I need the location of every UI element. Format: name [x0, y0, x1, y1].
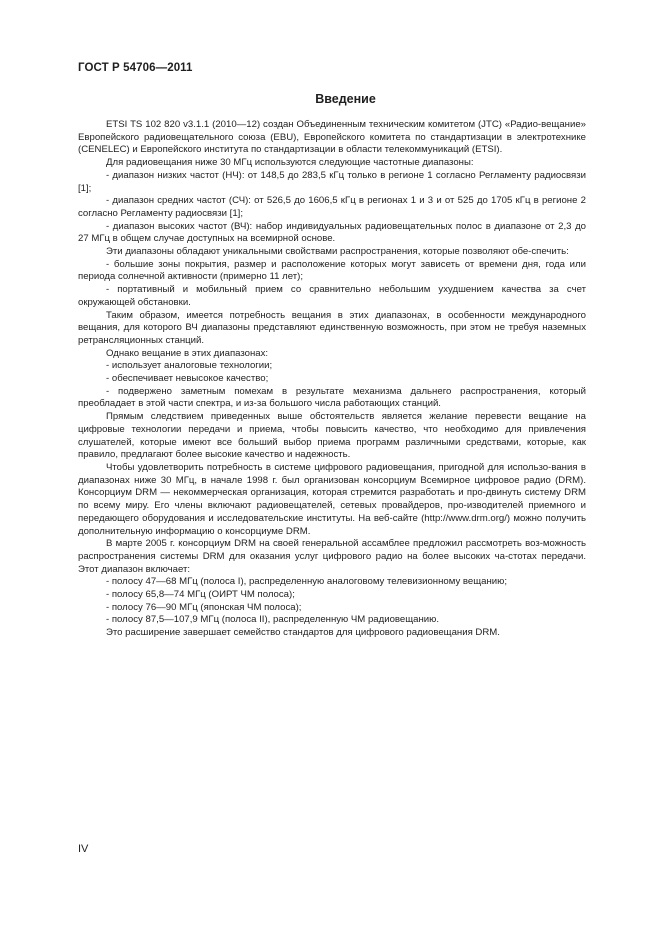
- list-item: - полосу 76—90 МГц (японская ЧМ полоса);: [106, 601, 302, 613]
- paragraph: Таким образом, имеется потребность вещания в этих диапазонах, в особенности международного вещания, для которого ВЧ диапазоны представляют единственную возможность, при этом не требуя наземных ретрансляционных станций.: [78, 309, 586, 346]
- page-number: IV: [78, 843, 89, 855]
- paragraph: В марте 2005 г. консорциум DRM на своей генеральной ассамблее предложил рассмотреть воз-можность распространения системы DRM для оказания услуг цифрового радио на более высоких ча-стотах передачи. Этот диапазон включает:: [78, 538, 586, 575]
- list-item: - диапазон высоких частот (ВЧ): набор индивидуальных радиовещательных полос в диапазоне от 2,3 до 27 МГц в общем случае доступных на всемирной основе.: [78, 220, 586, 245]
- paragraph: Для радиовещания ниже 30 МГц используются следующие частотные диапазоны:: [106, 157, 474, 169]
- document-header: ГОСТ Р 54706—2011: [78, 62, 193, 74]
- paragraph: Однако вещание в этих диапазонах:: [106, 347, 269, 359]
- list-item: - полосу 65,8—74 МГц (ОИРТ ЧМ полоса);: [106, 589, 295, 601]
- section-title: Введение: [315, 92, 376, 106]
- list-item: - большие зоны покрытия, размер и расположение которых могут зависеть от времени дня, года или периода солнечной активности (примерно 11 лет);: [78, 258, 586, 283]
- document-body: [78, 119, 586, 640]
- list-item: - полосу 87,5—107,9 МГц (полоса II), распределенную ЧМ радиовещанию.: [106, 614, 439, 626]
- list-item: - диапазон низких частот (НЧ): от 148,5 до 283,5 кГц только в регионе 1 согласно Регламенту радиосвязи [1];: [78, 169, 586, 194]
- paragraph: Чтобы удовлетворить потребность в системе цифрового радиовещания, пригодной для использо-вания в диапазонах ниже 30 МГц, в начале 1998 г. был организован консорциум Всемирное цифровое радио (DRM). Консорциум DRM — некоммерческая организация, которая стремится разработать и про-двинуть систему DRM по всему миру. Его члены включают радиовещателей, сетевых провайдеров, про-изводителей приемного и передающего оборудования и исследовательские институты. На веб-сайте (http://www.drm.org/) можно получить дополнительную информацию о консорциуме DRM.: [78, 461, 586, 537]
- list-item: - использует аналоговые технологии;: [106, 360, 273, 372]
- list-item: - портативный и мобильный прием со сравнительно небольшим ухудшением качества за счет окружающей обстановки.: [78, 284, 586, 308]
- paragraph: Это расширение завершает семейство стандартов для цифрового радиовещания DRM.: [106, 627, 500, 639]
- paragraph: Эти диапазоны обладают уникальными свойствами распространения, которые позволяют обе-спечить:: [106, 246, 569, 258]
- list-item: - полосу 47—68 МГц (полоса I), распределенную аналоговому телевизионному вещанию;: [106, 576, 507, 588]
- list-item: - подвержено заметным помехам в результате механизма дальнего распространения, который преобладает в этой части спектра, и из-за большого числа работающих станций.: [78, 385, 586, 410]
- paragraph: ETSI TS 102 820 v3.1.1 (2010—12) создан Объединенным техническим комитетом (JTC) «Радио-вещание» Европейского радиовещательного союза (EBU), Европейского комитета по стандартизации в электротехнике (CENELEC) и Европейского института по стандартизации в области телекоммуникаций (ETSI).: [78, 119, 586, 156]
- list-item: - обеспечивает невысокое качество;: [106, 373, 269, 385]
- list-item: - диапазон средних частот (СЧ): от 526,5 до 1606,5 кГц в регионах 1 и 3 и от 525 до 1705 кГц в регионе 2 согласно Регламенту радиосвязи [1];: [78, 195, 586, 219]
- paragraph: Прямым следствием приведенных выше обстоятельств является желание перевести вещание на цифровые технологии передачи и приема, чтобы повысить качество, что необходимо для привлечения слушателей, которые имеют все больший выбор приема программ различными средствами, которые, как правило, предлагают более высокие качество и надежность.: [78, 411, 586, 461]
